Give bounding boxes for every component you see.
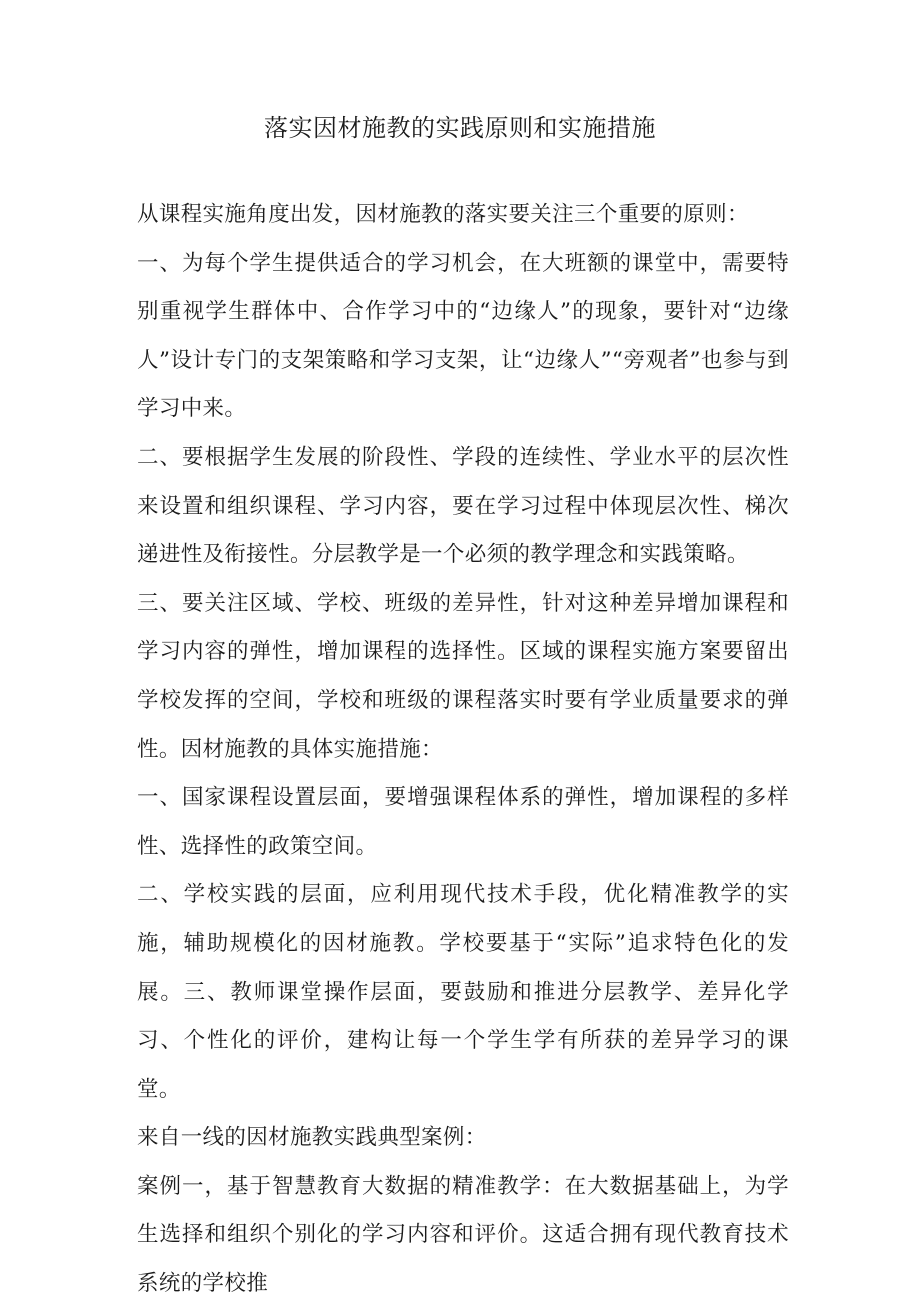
paragraph-intro: 从课程实施角度出发，因材施教的落实要关注三个重要的原则： (137, 202, 749, 227)
paragraph-measure-2-3: 二、学校实践的层面，应利用现代技术手段，优化精准教学的实施，辅助规模化的因材施教。学校要基于“实际”追求特色化的发展。三、教师课堂操作层面，要鼓励和推进分层教学、差异化学习、个性化的评价，建构让每一个学生学有所获的差异学习的课堂。 (137, 882, 789, 1102)
paragraph-principle-3: 三、要关注区域、学校、班级的差异性，针对这种差异增加课程和学习内容的弹性，增加课程的选择性。区域的课程实施方案要留出学校发挥的空间，学校和班级的课程落实时要有学业质量要求的弹性。因材施教的具体实施措施： (137, 590, 789, 762)
paragraph-case-1: 案例一，基于智慧教育大数据的精准教学：在大数据基础上，为学生选择和组织个别化的学习内容和评价。这适合拥有现代教育技术系统的学校推 (137, 1173, 789, 1297)
document-body (137, 191, 789, 1309)
paragraph-principle-1: 一、为每个学生提供适合的学习机会，在大班额的课堂中，需要特别重视学生群体中、合作学习中的“边缘人”的现象，要针对“边缘人”设计专门的支架策略和学习支架，让“边缘人”“旁观者”也参与到学习中来。 (137, 250, 789, 422)
paragraph-measure-1: 一、国家课程设置层面，要增强课程体系的弹性，增加课程的多样性、选择性的政策空间。 (137, 785, 789, 859)
paragraph-cases-heading: 来自一线的因材施教实践典型案例： (137, 1125, 487, 1151)
document-title: 落实因材施教的实践原则和实施措施 (264, 114, 656, 142)
paragraph-principle-2: 二、要根据学生发展的阶段性、学段的连续性、学业水平的层次性来设置和组织课程、学习内容，要在学习过程中体现层次性、梯次递进性及衔接性。分层教学是一个必须的教学理念和实践策略。 (137, 444, 789, 568)
